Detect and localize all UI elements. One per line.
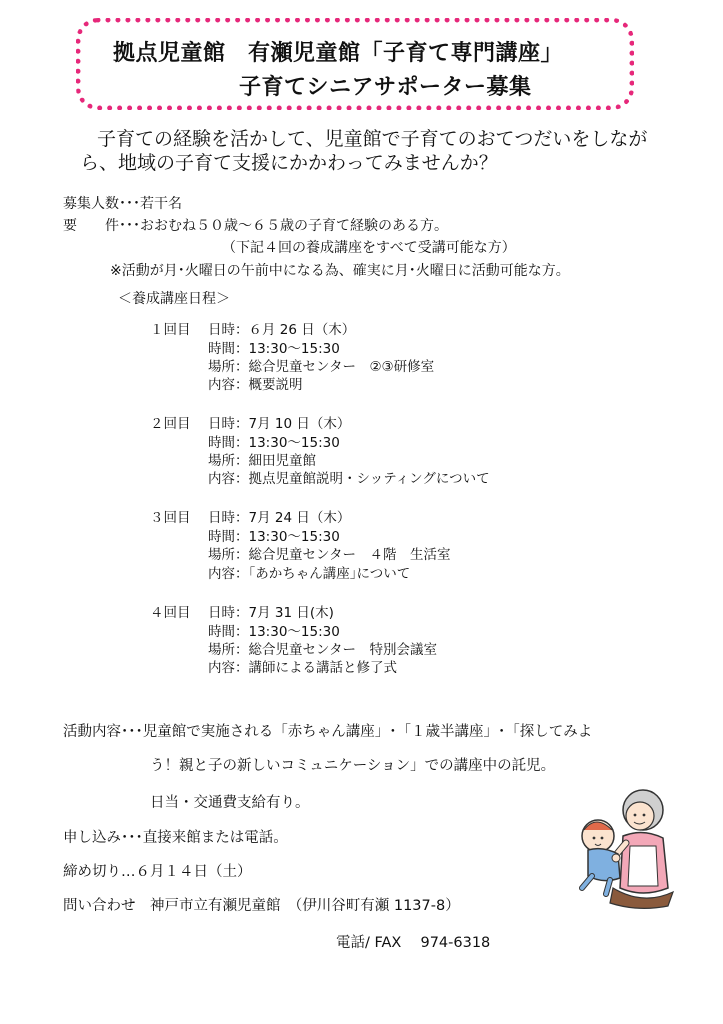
deadline: 締め切り…６月１４日（土）: [63, 864, 252, 880]
session-2-round: ２回目: [150, 416, 191, 432]
session-1-date: 日時：６月 26 日（木）: [208, 322, 356, 338]
recruit-count: 募集人数･･･若干名: [63, 196, 182, 212]
session-3-date: 日時：7月 24 日（木）: [208, 510, 351, 526]
apply-info: 申し込み･･･直接来館または電話。: [63, 830, 288, 846]
session-4-time: 時間：13:30～15:30: [208, 624, 340, 640]
activity-note: ※活動が月･火曜日の午前中になる為、確実に月･火曜日に活動可能な方。: [110, 263, 570, 279]
session-1-round: １回目: [150, 322, 191, 338]
session-3-content: 内容：｢あかちゃん講座｣について: [208, 566, 411, 582]
session-2-place: 場所：細田児童館: [208, 453, 316, 469]
session-1-time: 時間：13:30～15:30: [208, 341, 340, 357]
activity-line-1: 活動内容･･･児童館で実施される「赤ちゃん講座」･「１歳半講座」･「探してみよ: [63, 724, 593, 740]
phone-fax: 電話/ FAX 974-6318: [336, 935, 491, 951]
session-4-place: 場所：総合児童センター 特別会議室: [208, 642, 437, 658]
session-2-content: 内容：拠点児童館説明・シッティングについて: [208, 471, 490, 487]
schedule-heading: ＜養成講座日程＞: [118, 291, 230, 307]
intro-line-2: ら、地域の子育て支援にかかわってみませんか？: [80, 152, 498, 174]
page-subtitle: 子育てシニアサポーター募集: [239, 75, 532, 100]
session-4-date: 日時：7月 31 日(木): [208, 605, 334, 621]
session-2-date: 日時：7月 10 日（木）: [208, 416, 351, 432]
session-2-time: 時間：13:30～15:30: [208, 435, 340, 451]
page-title: 拠点児童館 有瀬児童館「子育て専門講座」: [113, 41, 564, 66]
session-1-content: 内容：概要説明: [208, 377, 303, 393]
requirements-sub: （下記４回の養成講座をすべて受講可能な方）: [222, 240, 516, 256]
session-3-round: ３回目: [150, 510, 191, 526]
session-4-content: 内容：講師による講話と修了式: [208, 660, 397, 676]
intro-line-1: 子育ての経験を活かして、児童館で子育てのおてつだいをしなが: [97, 128, 648, 150]
contact-info: 問い合わせ 神戸市立有瀬児童館 （伊川谷町有瀬 1137-8）: [63, 898, 460, 914]
session-1-place: 場所：総合児童センター ②③研修室: [208, 359, 435, 375]
activity-line-2: う！親と子の新しいコミュニケーション」での講座中の託児。: [150, 758, 556, 774]
grandmother-holding-baby-illustration: [568, 788, 678, 913]
allowance: 日当・交通費支給有り。: [150, 795, 310, 811]
requirements: 要 件･･･おおむね５０歳～６５歳の子育て経験のある方。: [63, 218, 448, 234]
session-4-round: ４回目: [150, 605, 191, 621]
session-3-time: 時間：13:30～15:30: [208, 529, 340, 545]
session-3-place: 場所：総合児童センター ４階 生活室: [208, 547, 451, 563]
